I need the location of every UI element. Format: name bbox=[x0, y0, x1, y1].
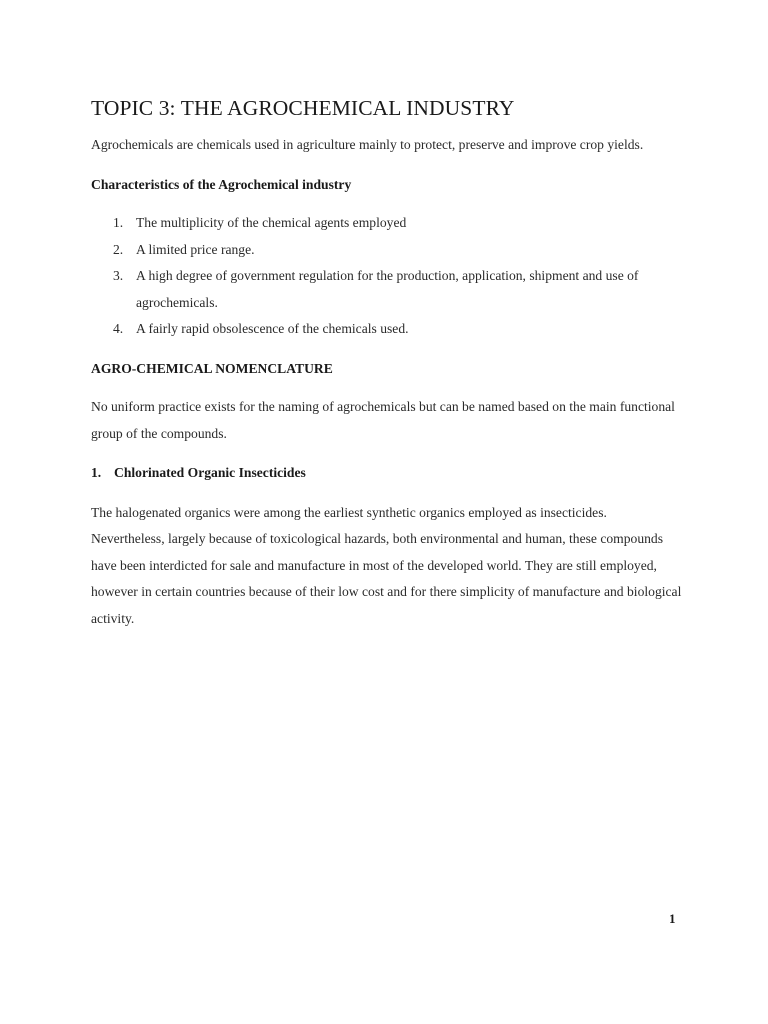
page-number: 1 bbox=[669, 911, 676, 926]
list-item bbox=[91, 263, 683, 316]
nomenclature-heading: AGRO-CHEMICAL NOMENCLATURE bbox=[91, 360, 333, 376]
list-item-number: 2. bbox=[113, 241, 124, 257]
section-number: 1. bbox=[91, 465, 102, 480]
list-item-text: A limited price range. bbox=[136, 241, 255, 257]
nomenclature-paragraph: No uniform practice exists for the naming of agrochemicals but can be named based on the main functional group of the compounds. bbox=[91, 399, 675, 441]
list-item bbox=[91, 316, 683, 343]
list-item-text: A high degree of government regulation for the production, application, shipment and use of agrochemicals. bbox=[136, 268, 639, 310]
list-item bbox=[91, 237, 683, 264]
page-title: TOPIC 3: THE AGROCHEMICAL INDUSTRY bbox=[91, 96, 515, 120]
section-heading-text: Chlorinated Organic Insecticides bbox=[114, 465, 306, 480]
characteristics-heading: Characteristics of the Agrochemical industry bbox=[91, 176, 352, 192]
list-item-text: A fairly rapid obsolescence of the chemicals used. bbox=[136, 321, 409, 336]
section-paragraph: The halogenated organics were among the earliest synthetic organics employed as insecticides. Nevertheless, largely because of toxicological hazards, both environmental and human, these compounds have been interdicted for sale and manufacture in most of the developed world. They are still employed, however in certain countries because of their low cost and for there simplicity of manufacture and biological activity. bbox=[91, 504, 682, 626]
list-item-number: 3. bbox=[113, 268, 124, 283]
section-heading bbox=[91, 460, 683, 487]
list-item-number: 4. bbox=[113, 321, 124, 336]
list-item bbox=[91, 210, 683, 237]
list-item-number: 1. bbox=[113, 215, 124, 230]
page-content bbox=[91, 92, 683, 632]
intro-paragraph: Agrochemicals are chemicals used in agriculture mainly to protect, preserve and improve crop yields. bbox=[91, 137, 644, 152]
characteristics-list bbox=[91, 210, 683, 343]
list-item-text: The multiplicity of the chemical agents employed bbox=[136, 215, 407, 230]
